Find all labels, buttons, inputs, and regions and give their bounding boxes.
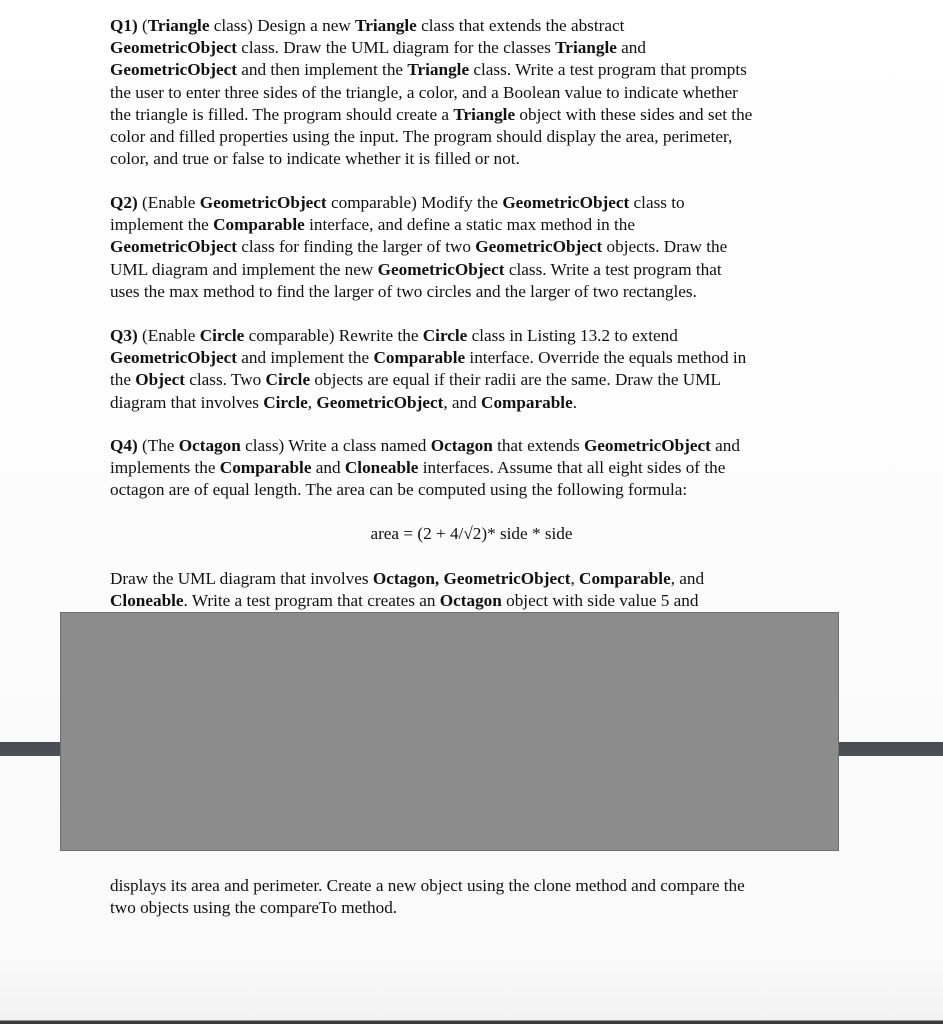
text-run: that extends [492,436,584,455]
bold-term: Comparable [213,215,305,235]
octagon-area-formula [0,523,943,545]
text-run: interface. Override the equals method in [465,348,747,368]
question-1 [110,15,840,170]
right-divider-bar [836,742,943,756]
text-run: the user to enter three sides of the triangle, a color, and a Boolean value to indicate whether [110,82,738,102]
q2-line [110,214,840,236]
q4-line [110,479,840,501]
text-run: implements the [110,458,220,478]
bold-term: Q2) [110,193,138,212]
q1-line [110,59,840,81]
bold-term: Q4) [110,436,138,455]
bold-term: Comparable [373,348,466,368]
text-run: , [307,392,317,412]
bold-term: Circle [265,370,311,390]
question-4-continued [110,568,840,612]
bold-term: GeometricObject [110,60,237,80]
text-run: octagon are of equal length. The area can be computed using the following formula: [110,480,688,500]
text-run: the [110,370,136,390]
bold-term: Triangle [555,38,617,58]
bold-term: Comparable [481,392,573,412]
text-run: color and filled properties using the input. The program should display the area, perimeter, [110,127,733,147]
bold-term: GeometricObject [316,392,444,412]
q4b-line [110,568,840,590]
q4b-line [110,590,840,612]
text-run: and then implement the [236,60,408,80]
text-run: diagram that involves [110,392,264,412]
q3-line [110,392,840,414]
redacted-block [60,612,839,851]
text-run: interface, and define a static max method in the [304,215,636,235]
bold-term: Cloneable [344,458,419,478]
text-run: class in Listing 13.2 to extend [467,326,678,345]
bold-term: Q1) [110,16,138,35]
bold-term: GeometricObject [377,259,505,279]
bold-term: Circle [263,392,308,412]
question-4 [110,435,840,502]
q3-line [110,347,840,369]
text-run: ( [137,16,148,35]
q2-line [110,192,840,214]
text-run: object with side value 5 and [501,591,699,611]
bold-term: Comparable [579,569,671,588]
text-run: class that extends the abstract [416,16,625,35]
text-run: comparable) Modify the [326,193,503,212]
text-run: objects are equal if their radii are the same. Draw the UML [310,370,721,390]
question-4-tail [110,875,840,919]
text-run: class. Draw the UML diagram for the classes [236,38,556,58]
text-run: UML diagram and implement the new [110,259,378,279]
text-run: , and [670,569,705,588]
bold-term: GeometricObject [502,193,630,212]
bold-term: GeometricObject [110,237,237,257]
text-run: , [570,569,580,588]
text-run: class) Design a new [209,16,356,35]
text-run: Draw the UML diagram that involves [110,569,373,588]
bold-term: Cloneable [110,591,184,611]
text-run: . Write a test program that creates an [183,591,440,611]
text-run: (The [137,436,179,455]
bold-term: Q3) [110,326,138,345]
text-run: and [710,436,740,455]
text-run: interfaces. Assume that all eight sides of the [418,458,726,478]
text-run: . [572,392,577,412]
q2-line [110,236,840,258]
bold-term: Triangle [147,16,210,35]
bold-term: Triangle [355,16,417,35]
text-run: two objects using the compareTo method. [110,898,398,918]
text-run: displays its area and perimeter. Create a new object using the clone method and compare the [110,876,745,895]
bold-term: GeometricObject [199,193,327,212]
q3-line [110,369,840,391]
q2-line [110,259,840,281]
bold-term: Circle [199,326,245,345]
bold-term: Triangle [407,60,470,80]
bold-term: Circle [422,326,468,345]
text-run: and implement the [236,348,374,368]
bold-term: GeometricObject [475,237,603,257]
text-run: class to [629,193,685,212]
formula-text: area = (2 + 4/√2)* side * side [370,524,573,543]
q1-line [110,148,840,170]
bold-term: Comparable [219,458,312,478]
bold-term: Octagon, GeometricObject [372,569,571,588]
bold-term: Octagon [439,591,502,611]
bold-term: GeometricObject [110,38,237,58]
bold-term: Triangle [453,104,516,124]
bold-term: Octagon [430,436,493,455]
bold-term: Object [135,370,185,390]
q1-line [110,82,840,104]
q1-line [110,126,840,148]
q1-line [110,37,840,59]
text-run: and [311,458,345,478]
text-run: class) Write a class named [240,436,431,455]
text-run: uses the max method to find the larger of two circles and the larger of two rectangles. [110,281,697,301]
bold-term: GeometricObject [583,436,711,455]
text-run: , and [443,392,482,412]
text-run: comparable) Rewrite the [244,326,423,345]
left-divider-bar [0,742,62,756]
text-run: color, and true or false to indicate whether it is filled or not. [110,149,520,169]
q1-line [110,15,840,37]
q4-line [110,435,840,457]
bold-term: GeometricObject [110,348,237,368]
text-run: class. Write a test program that prompts [469,60,747,80]
q2-line [110,281,840,303]
text-run: (Enable [137,193,200,212]
q4-line [110,457,840,479]
tail-line [110,875,840,897]
text-run: class. Two [184,370,266,390]
text-run: class for finding the larger of two [236,237,476,257]
text-run: objects. Draw the [602,237,728,257]
text-run: and [616,38,646,58]
text-run: the triangle is filled. The program should create a [110,104,454,124]
tail-line [110,897,840,919]
bold-term: Octagon [178,436,241,455]
text-run: class. Write a test program that [504,259,722,279]
question-3 [110,325,840,414]
question-2 [110,192,840,303]
text-run: implement the [110,215,214,235]
text-run: (Enable [137,326,200,345]
text-run: object with these sides and set the [515,104,753,124]
q1-line [110,104,840,126]
q3-line [110,325,840,347]
